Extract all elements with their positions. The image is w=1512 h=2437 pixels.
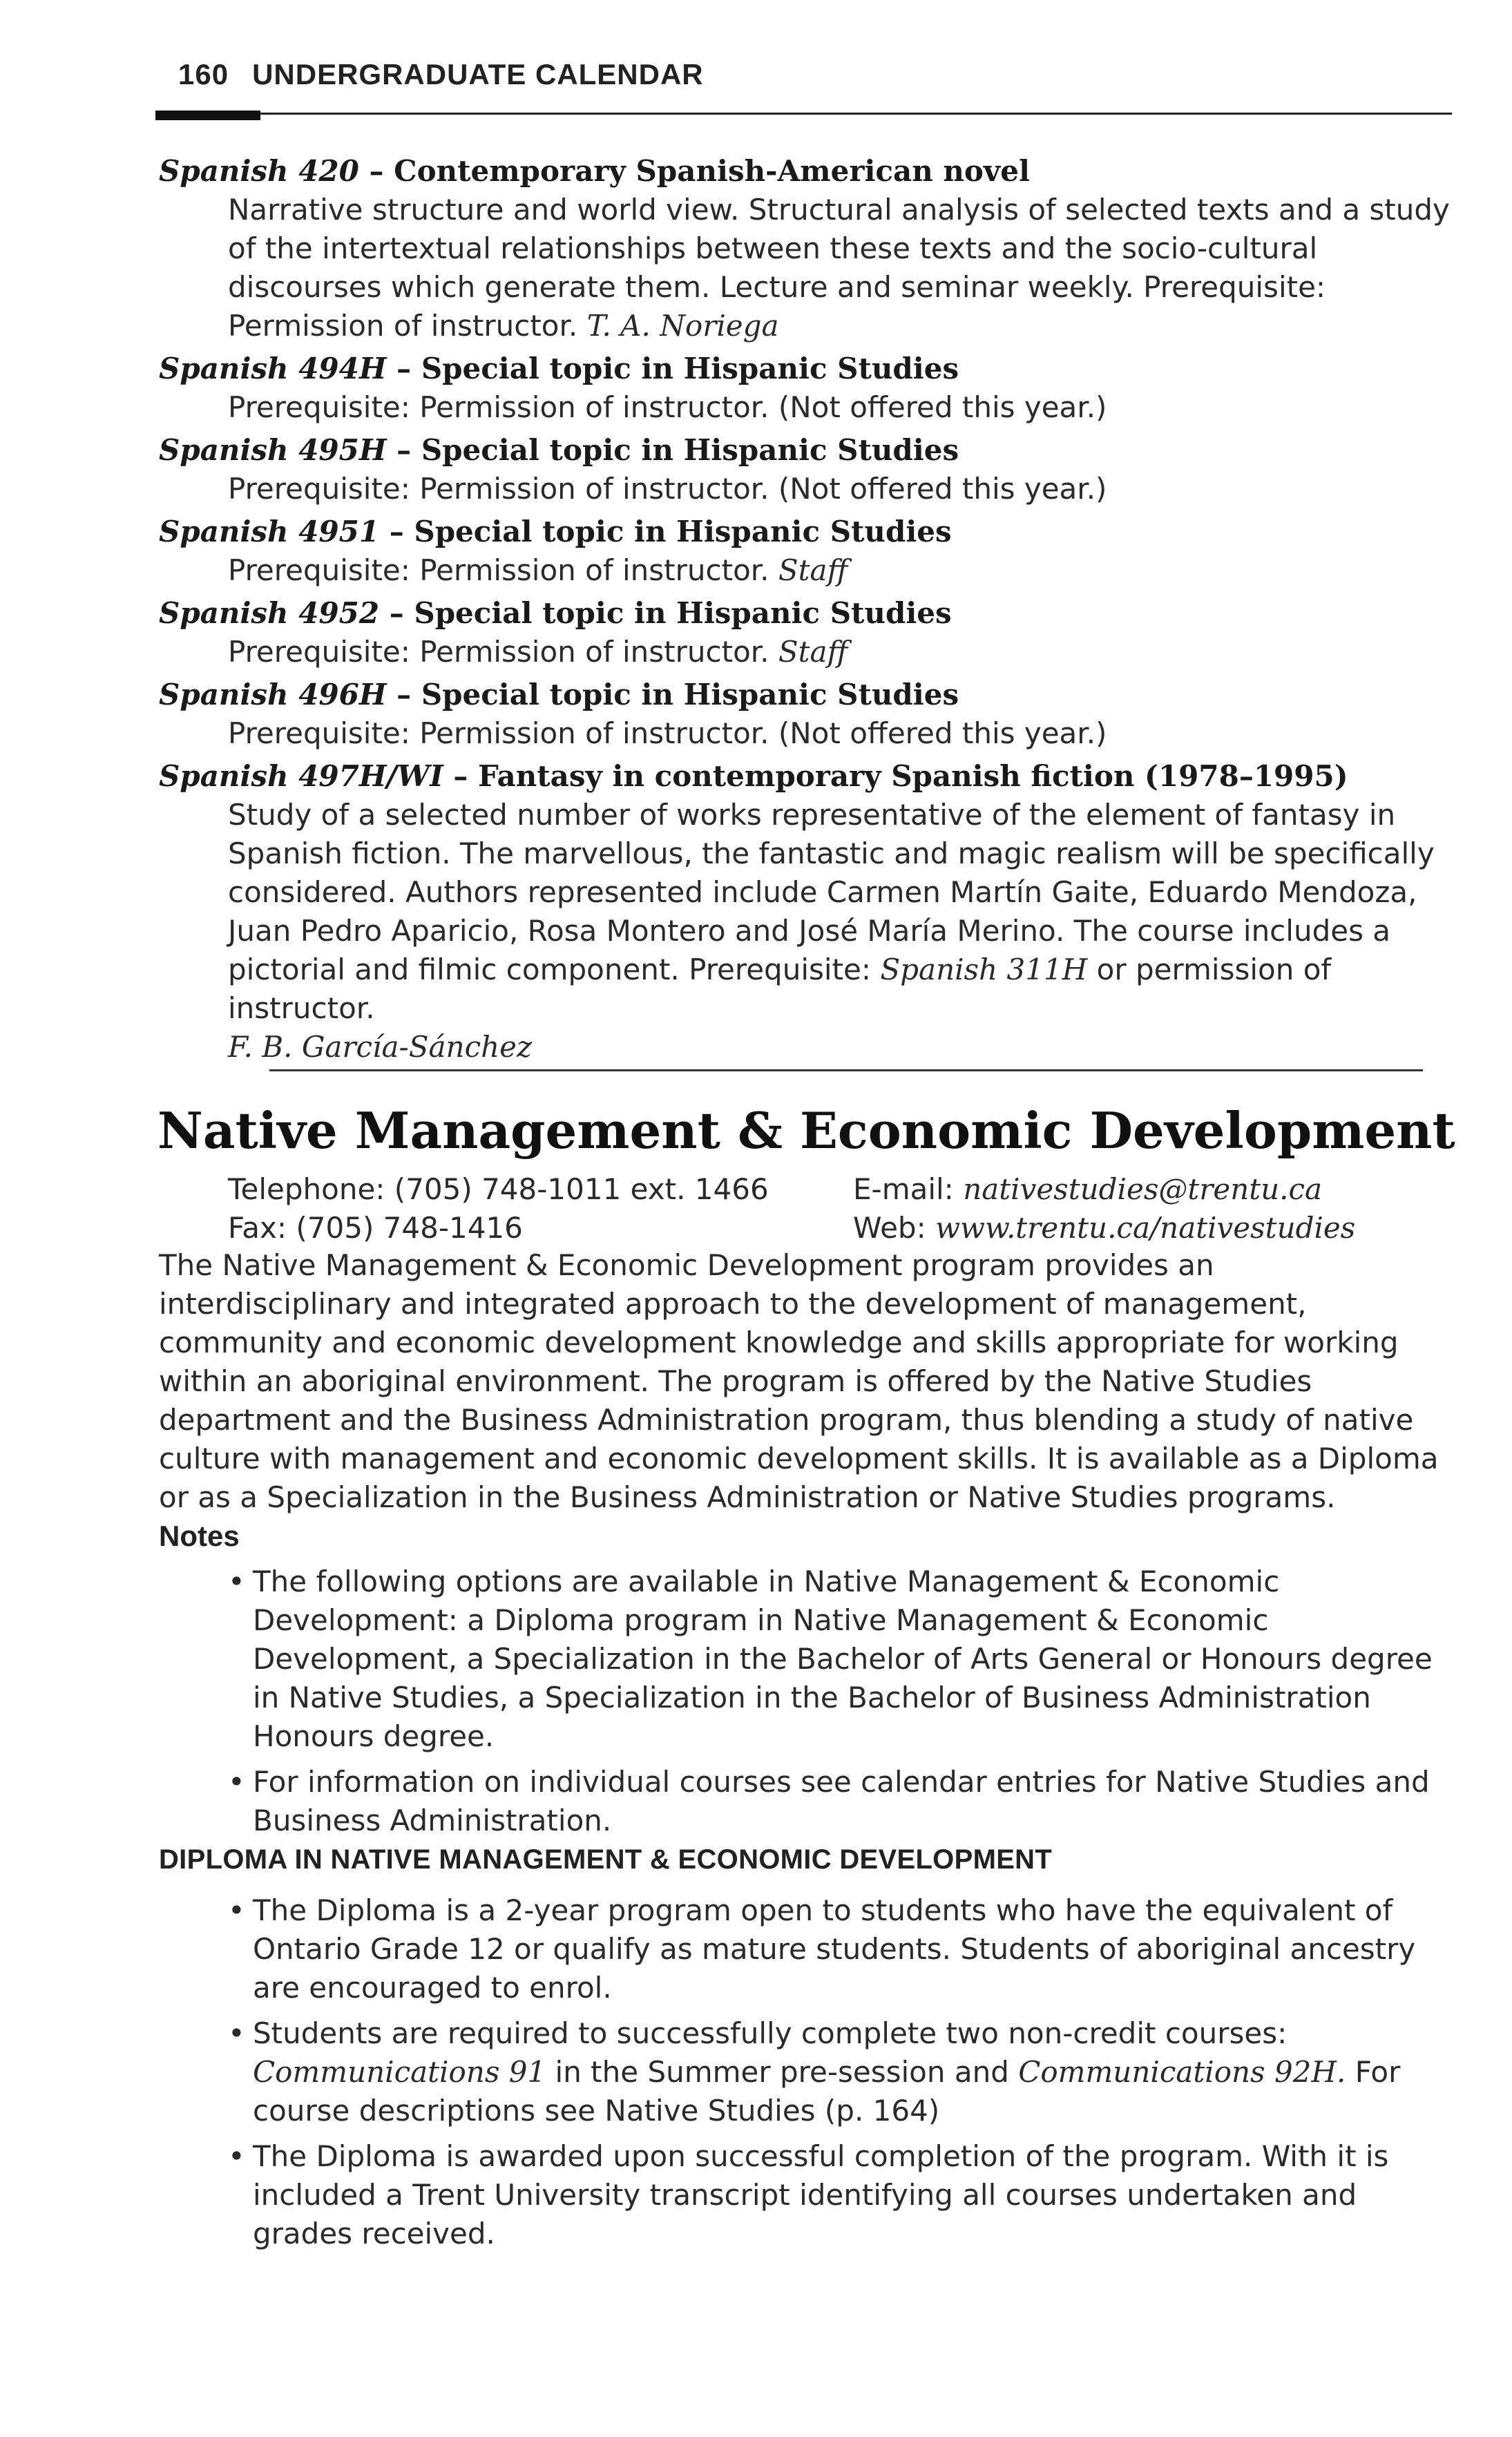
course-heading: Spanish 495H – Special topic in Hispanic Studies	[159, 433, 959, 467]
email-label: E-mail:	[853, 1172, 954, 1206]
course-description	[159, 470, 1457, 508]
course-text: Prerequisite: Permission of instructor.	[228, 553, 769, 587]
course-entry	[159, 757, 1457, 1067]
list-item	[228, 1891, 1457, 2007]
course-description	[159, 388, 1457, 427]
web-link[interactable]: www.trentu.ca/nativestudies	[935, 1211, 1356, 1245]
course-text-end: or permission of instructor.	[228, 953, 1332, 1025]
course-description	[159, 633, 1457, 671]
course-reference: Communications 92H.	[1018, 2055, 1346, 2089]
list-item-text: For information on individual courses see calendar entries for Native Studies and Business Administration.	[253, 1765, 1430, 1837]
course-entry	[159, 431, 1457, 508]
course-instructor: T. A. Noriega	[586, 309, 779, 343]
web-label: Web:	[853, 1211, 926, 1245]
bullet-icon: •	[228, 1565, 245, 1598]
bullet-icon: •	[228, 2139, 245, 2173]
header-rule-accent	[155, 111, 260, 120]
course-heading: Spanish 4951 – Special topic in Hispanic Studies	[159, 515, 952, 548]
list-item-text: The following options are available in Native Management & Economic Development: a Diploma program in Native Management & Economic Development, a Specialization in the Bachelor of Arts General or Honours degree in Native Studies, a Specialization in the Bachelor of Business Administration Honours degree.	[253, 1565, 1433, 1753]
course-heading: Spanish 497H/WI – Fantasy in contemporary Spanish fiction (1978–1995)	[159, 759, 1348, 793]
bullet-icon: •	[228, 1893, 245, 1927]
course-heading: Spanish 420 – Contemporary Spanish-American novel	[159, 154, 1030, 188]
course-text: Prerequisite: Permission of instructor. (Not offered this year.)	[228, 390, 1107, 424]
section-title: Native Management & Economic Development	[157, 1101, 1455, 1160]
course-entry	[159, 594, 1457, 671]
list-item-text: The Diploma is awarded upon successful completion of the program. With it is included a Trent University transcript identifying all courses undertaken and grades received.	[253, 2139, 1389, 2250]
prerequisite-course: Spanish 311H	[880, 953, 1088, 986]
course-title: Special topic in Hispanic Studies	[414, 596, 952, 630]
course-entry	[159, 152, 1457, 345]
list-item	[228, 1763, 1457, 1840]
notes-list	[228, 1562, 1457, 1847]
course-entry	[159, 350, 1457, 427]
course-title: Special topic in Hispanic Studies	[414, 515, 952, 548]
header-rule	[155, 113, 1452, 115]
course-title: Special topic in Hispanic Studies	[421, 433, 959, 467]
diploma-list	[228, 1891, 1457, 2260]
course-title: Fantasy in contemporary Spanish fiction (1978–1995)	[477, 759, 1348, 793]
course-entry	[159, 513, 1457, 590]
email	[853, 1170, 1322, 1209]
course-code: Spanish 4952	[159, 596, 380, 630]
course-title: Contemporary Spanish-American novel	[394, 154, 1030, 188]
course-reference: Communications 91	[253, 2055, 546, 2089]
course-description	[159, 191, 1457, 345]
course-text: Prerequisite: Permission of instructor. (Not offered this year.)	[228, 472, 1107, 506]
course-description	[159, 551, 1457, 590]
list-item-text: Students are required to successfully complete two non-credit courses:	[253, 2016, 1288, 2050]
list-item-text: For course descriptions see Native Studies (p. 164)	[253, 2055, 1401, 2128]
course-description	[159, 714, 1457, 753]
course-heading: Spanish 494H – Special topic in Hispanic Studies	[159, 352, 959, 385]
course-code: Spanish 496H	[159, 678, 387, 711]
list-item	[228, 2014, 1457, 2130]
course-title: Special topic in Hispanic Studies	[421, 678, 959, 711]
section-divider	[269, 1069, 1423, 1071]
contact-row	[228, 1170, 1402, 1209]
course-instructor: Staff	[778, 635, 848, 669]
telephone: Telephone: (705) 748-1011 ext. 1466	[228, 1172, 769, 1206]
list-item	[228, 2137, 1457, 2253]
course-description	[159, 796, 1457, 1067]
course-text: Study of a selected number of works representative of the element of fantasy in Spanish fiction. The marvellous, the fantastic and magic realism will be specifically considered. Authors represented include Carmen Martín Gaite, Eduardo Mendoza, Juan Pedro Aparicio, Rosa Montero and José María Merino. The course includes a pictorial and filmic component. Prerequisite:	[228, 798, 1435, 986]
web	[853, 1209, 1355, 1248]
course-list	[159, 152, 1457, 1071]
running-head-title: UNDERGRADUATE CALENDAR	[252, 58, 704, 90]
email-address[interactable]: nativestudies@trentu.ca	[963, 1172, 1323, 1206]
contact-row	[228, 1209, 1402, 1248]
course-instructor: F. B. García-Sánchez	[228, 1030, 533, 1064]
course-text: Prerequisite: Permission of instructor.	[228, 635, 769, 669]
course-code: Spanish 4951	[159, 515, 380, 548]
fax: Fax: (705) 748-1416	[228, 1211, 523, 1245]
program-description: The Native Management & Economic Development program provides an interdisciplinary and integrated approach to the development of management, community and economic development knowledge and skills appropriate for working within an aboriginal environment. The program is offered by the Native Studies department and the Business Administration program, thus blending a study of native culture with management and economic development skills. It is available as a Diploma or as a Specialization in the Business Administration or Native Studies programs.	[159, 1248, 1439, 1514]
bullet-icon: •	[228, 1765, 245, 1799]
list-item-text: The Diploma is a 2-year program open to students who have the equivalent of Ontario Grade 12 or qualify as mature students. Students of aboriginal ancestry are encouraged to enrol.	[253, 1893, 1416, 2005]
contact-block	[228, 1170, 1402, 1248]
list-item-text: in the Summer pre-session and	[555, 2055, 1009, 2089]
course-code: Spanish 494H	[159, 352, 387, 385]
notes-heading: Notes	[159, 1520, 240, 1552]
course-text: Prerequisite: Permission of instructor. (Not offered this year.)	[228, 716, 1107, 750]
diploma-heading: DIPLOMA IN NATIVE MANAGEMENT & ECONOMIC DEVELOPMENT	[159, 1844, 1053, 1875]
course-instructor: Staff	[778, 553, 848, 587]
bullet-icon: •	[228, 2016, 245, 2050]
running-head	[178, 58, 704, 91]
course-heading: Spanish 496H – Special topic in Hispanic Studies	[159, 678, 959, 711]
course-entry	[159, 676, 1457, 753]
course-text: Narrative structure and world view. Structural analysis of selected texts and a study of the intertextual relationships between these texts and the socio-cultural discourses which generate them. Lecture and seminar weekly. Prerequisite: Permission of instructor.	[228, 193, 1450, 343]
course-code: Spanish 420	[159, 154, 359, 188]
course-heading: Spanish 4952 – Special topic in Hispanic Studies	[159, 596, 952, 630]
course-code: Spanish 495H	[159, 433, 387, 467]
page-number: 160	[178, 58, 229, 90]
course-code: Spanish 497H/WI	[159, 759, 443, 793]
course-title: Special topic in Hispanic Studies	[421, 352, 959, 385]
list-item	[228, 1562, 1457, 1756]
